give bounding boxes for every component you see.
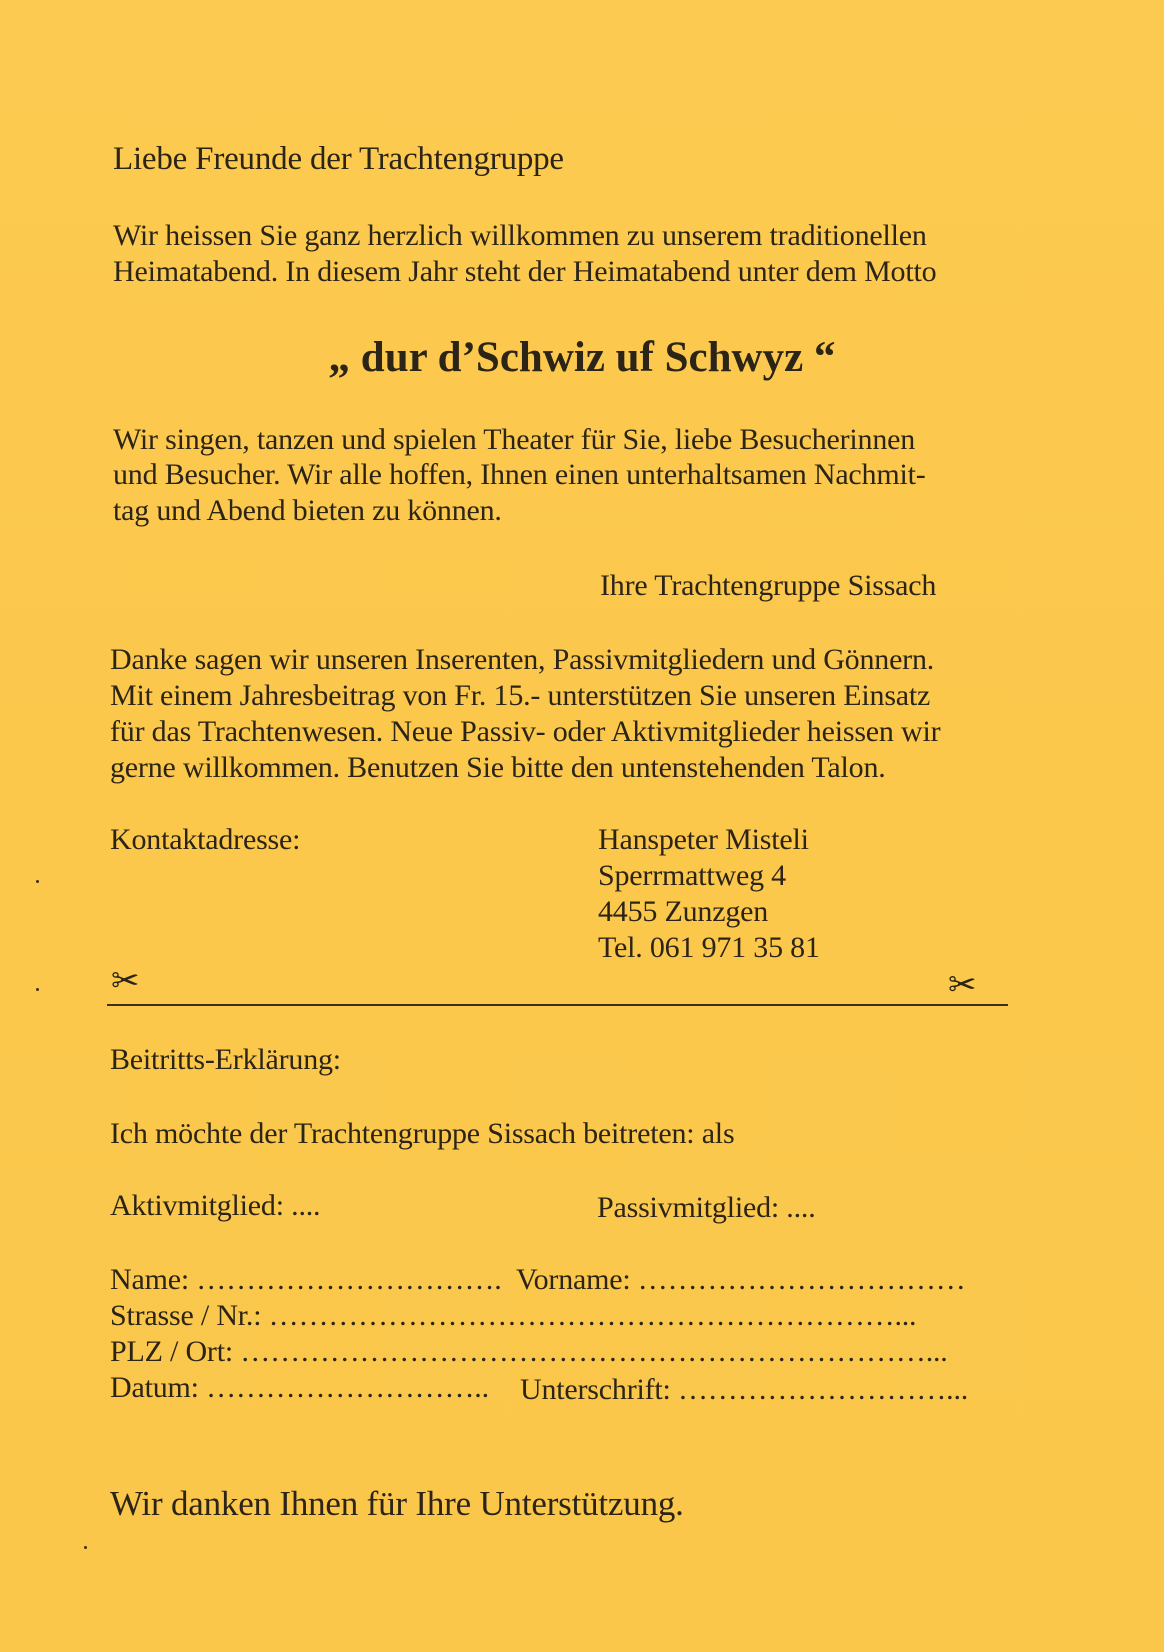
contact-street: Sperrmattweg 4 xyxy=(598,859,786,892)
form-title: Beitritts-Erklärung: xyxy=(110,1043,341,1076)
passiv-option: Passivmitglied: .... xyxy=(597,1191,816,1224)
plz-field: PLZ / Ort: ……………………………………………………………... xyxy=(110,1335,948,1368)
scan-speck xyxy=(36,880,39,883)
unterschrift-field: Unterschrift: ………………………... xyxy=(520,1373,969,1406)
contact-phone: Tel. 061 971 35 81 xyxy=(598,931,820,964)
strasse-field: Strasse / Nr.: ………………………………………………………... xyxy=(110,1299,917,1332)
scissors-icon: ✂ xyxy=(948,965,977,1005)
intro-line-1: Wir heissen Sie ganz herzlich willkommen zu unserem traditionellen xyxy=(113,219,927,252)
scan-speck xyxy=(84,1546,87,1549)
form-statement: Ich möchte der Trachtengruppe Sissach beitreten: als xyxy=(110,1117,735,1150)
cut-line xyxy=(107,1004,1008,1006)
name-field: Name: …………………………. xyxy=(110,1263,502,1296)
contact-city: 4455 Zunzgen xyxy=(598,895,769,928)
body-line-2: und Besucher. Wir alle hoffen, Ihnen einen unterhaltsamen Nachmit- xyxy=(113,458,926,491)
thanks-line-2: Mit einem Jahresbeitrag von Fr. 15.- unterstützen Sie unseren Einsatz xyxy=(110,679,931,712)
body-line-3: tag und Abend bieten zu können. xyxy=(113,494,502,527)
scan-speck xyxy=(36,988,39,991)
contact-name: Hanspeter Misteli xyxy=(598,823,809,856)
closing-line: Wir danken Ihnen für Ihre Unterstützung. xyxy=(110,1484,684,1523)
motto-heading: „ dur d’Schwiz uf Schwyz “ xyxy=(328,334,836,381)
greeting: Liebe Freunde der Trachtengruppe xyxy=(113,141,564,177)
thanks-line-1: Danke sagen wir unseren Inserenten, Passivmitgliedern und Gönnern. xyxy=(110,643,935,676)
scissors-icon: ✂ xyxy=(111,961,140,1001)
datum-field: Datum: ……………………….. xyxy=(110,1371,489,1404)
thanks-line-4: gerne willkommen. Benutzen Sie bitte den untenstehenden Talon. xyxy=(110,751,886,784)
vorname-field: Vorname: …………………………… xyxy=(516,1263,966,1296)
body-line-1: Wir singen, tanzen und spielen Theater für Sie, liebe Besucherinnen xyxy=(113,423,916,456)
aktiv-option: Aktivmitglied: .... xyxy=(110,1189,321,1222)
thanks-line-3: für das Trachtenwesen. Neue Passiv- oder Aktivmitglieder heissen wir xyxy=(110,715,941,748)
intro-line-2: Heimatabend. In diesem Jahr steht der Heimatabend unter dem Motto xyxy=(113,255,937,288)
contact-label: Kontaktadresse: xyxy=(110,823,301,856)
signature: Ihre Trachtengruppe Sissach xyxy=(600,569,937,602)
